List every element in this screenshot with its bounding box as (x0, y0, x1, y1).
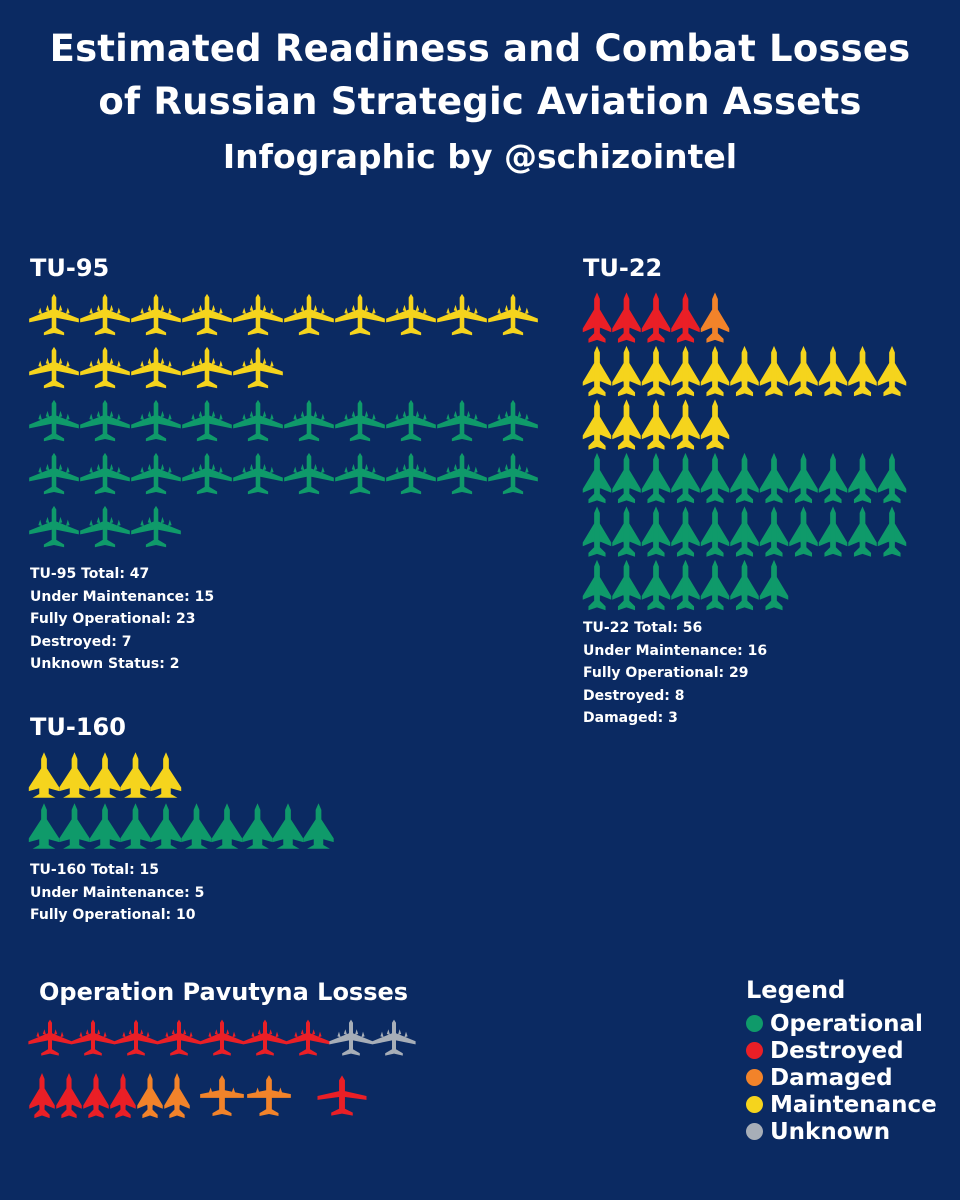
tu22-plane-operational-33 (612, 506, 641, 556)
tu160-stats (30, 859, 204, 927)
tu22-plane-maintenance-14 (848, 346, 877, 396)
tu22-plane-maintenance-9 (701, 346, 730, 396)
tu22-stat-operational: Fully Operational: 29 (583, 665, 749, 682)
tu95-plane-operational-33 (437, 453, 487, 494)
tu22-plane-grid (580, 290, 920, 610)
tu22-plane-operational-39 (789, 506, 818, 556)
tu95-plane-maintenance-8 (437, 294, 487, 335)
tu22-plane-maintenance-19 (671, 399, 700, 449)
tu22-plane-maintenance-10 (730, 346, 759, 396)
pavutyna-tu95-destroyed-0-6 (286, 1020, 329, 1056)
pavutyna-tu95-unknown-0-7 (329, 1020, 372, 1056)
legend (746, 976, 937, 1145)
tu95-plane-maintenance-1 (80, 294, 130, 335)
tu95-plane-operational-34 (488, 453, 538, 494)
tu160-stat-total: TU-160 Total: 15 (30, 862, 160, 878)
tu160-stat-operational: Fully Operational: 10 (30, 907, 196, 924)
legend-label-unknown: Unknown (770, 1118, 891, 1145)
tu95-plane-maintenance-0 (29, 294, 79, 335)
pavutyna-an12-damaged-1-7 (247, 1075, 291, 1116)
tu95-stat-total: TU-95 Total: 47 (30, 566, 150, 582)
tu95-plane-maintenance-14 (233, 347, 283, 388)
tu22-plane-operational-49 (760, 560, 789, 610)
tu22-plane-operational-42 (878, 506, 907, 556)
tu22-plane-operational-23 (642, 453, 671, 503)
tu22-plane-destroyed-0 (583, 292, 612, 342)
tu22-plane-maintenance-13 (819, 346, 848, 396)
tu160-title: TU-160 (30, 713, 126, 741)
tu22-plane-operational-40 (819, 506, 848, 556)
tu95-plane-operational-26 (80, 453, 130, 494)
pavutyna-tu95-destroyed-0-3 (157, 1020, 200, 1056)
tu22-plane-operational-24 (671, 453, 700, 503)
tu22-plane-operational-31 (878, 453, 907, 503)
tu22-plane-operational-22 (612, 453, 641, 503)
tu95-plane-maintenance-3 (182, 294, 232, 335)
tu95-plane-operational-19 (233, 400, 283, 441)
pavutyna-tu95-destroyed-0-5 (243, 1020, 286, 1056)
pavutyna-plane-grid (28, 1012, 428, 1127)
pavutyna-tu22-damaged-1-4 (137, 1073, 163, 1118)
tu95-plane-operational-20 (284, 400, 334, 441)
tu22-plane-operational-48 (730, 560, 759, 610)
legend-dot-damaged (746, 1069, 763, 1086)
tu95-stat-operational: Fully Operational: 23 (30, 611, 196, 628)
tu95-plane-maintenance-11 (80, 347, 130, 388)
tu22-plane-operational-41 (848, 506, 877, 556)
title-line-2: of Russian Strategic Aviation Assets (98, 80, 862, 123)
tu95-plane-operational-24 (488, 400, 538, 441)
tu22-stat-total: TU-22 Total: 56 (583, 620, 703, 636)
tu22-stats (583, 617, 767, 730)
tu160-plane-operational-10 (181, 803, 211, 849)
tu22-plane-operational-44 (612, 560, 641, 610)
title-line-1: Estimated Readiness and Combat Losses (49, 27, 911, 70)
tu95-plane-operational-32 (386, 453, 436, 494)
pavutyna-tu95-destroyed-0-1 (71, 1020, 114, 1056)
tu22-plane-destroyed-1 (612, 292, 641, 342)
tu95-plane-maintenance-4 (233, 294, 283, 335)
tu160-plane-operational-13 (273, 803, 303, 849)
tu22-plane-operational-35 (671, 506, 700, 556)
tu95-pictogram (28, 290, 548, 555)
tu22-plane-maintenance-12 (789, 346, 818, 396)
tu95-plane-operational-16 (80, 400, 130, 441)
tu22-plane-operational-27 (760, 453, 789, 503)
tu95-plane-operational-18 (182, 400, 232, 441)
tu160-plane-operational-9 (151, 803, 181, 849)
tu22-plane-operational-47 (701, 560, 730, 610)
tu95-plane-operational-29 (233, 453, 283, 494)
tu22-plane-operational-30 (848, 453, 877, 503)
tu95-plane-maintenance-13 (182, 347, 232, 388)
tu95-plane-maintenance-12 (131, 347, 181, 388)
tu22-plane-operational-45 (642, 560, 671, 610)
tu22-plane-maintenance-6 (612, 346, 641, 396)
tu22-plane-maintenance-7 (642, 346, 671, 396)
tu160-plane-operational-12 (242, 803, 272, 849)
legend-dot-maintenance (746, 1096, 763, 1113)
tu160-plane-maintenance-2 (90, 752, 120, 798)
tu22-plane-maintenance-18 (642, 399, 671, 449)
tu95-stat-maintenance: Under Maintenance: 15 (30, 588, 215, 605)
subtitle: Infographic by @schizointel (222, 137, 738, 176)
tu22-plane-operational-25 (701, 453, 730, 503)
legend-label-destroyed: Destroyed (770, 1037, 904, 1064)
tu22-plane-operational-38 (760, 506, 789, 556)
legend-item-damaged (746, 1064, 937, 1091)
tu160-plane-maintenance-0 (29, 752, 59, 798)
tu95-plane-operational-28 (182, 453, 232, 494)
legend-label-maintenance: Maintenance (770, 1091, 937, 1118)
legend-dot-destroyed (746, 1042, 763, 1059)
tu95-plane-operational-31 (335, 453, 385, 494)
tu22-plane-operational-36 (701, 506, 730, 556)
tu95-plane-operational-22 (386, 400, 436, 441)
tu95-plane-operational-17 (131, 400, 181, 441)
tu22-stat-destroyed: Destroyed: 8 (583, 687, 685, 704)
tu22-plane-destroyed-2 (642, 292, 671, 342)
tu160-plane-operational-5 (29, 803, 59, 849)
tu95-plane-maintenance-2 (131, 294, 181, 335)
tu95-plane-maintenance-10 (29, 347, 79, 388)
pavutyna-tu95-destroyed-0-0 (28, 1020, 71, 1056)
tu22-plane-damaged-4 (701, 292, 730, 342)
pavutyna-an12-damaged-1-6 (200, 1075, 244, 1116)
tu160-plane-operational-8 (120, 803, 150, 849)
tu22-plane-operational-32 (583, 506, 612, 556)
tu160-plane-operational-6 (59, 803, 89, 849)
tu22-plane-operational-26 (730, 453, 759, 503)
tu95-stat-destroyed: Destroyed: 7 (30, 633, 132, 650)
pavutyna-pictogram (28, 1012, 428, 1127)
pavutyna-tu22-destroyed-1-3 (110, 1073, 136, 1118)
tu22-plane-maintenance-11 (760, 346, 789, 396)
tu160-plane-maintenance-1 (59, 752, 89, 798)
tu95-title: TU-95 (30, 254, 110, 282)
tu160-stat-maintenance: Under Maintenance: 5 (30, 884, 205, 901)
tu22-title: TU-22 (583, 254, 663, 282)
tu95-stats (30, 563, 214, 676)
pavutyna-tu22-destroyed-1-2 (83, 1073, 109, 1118)
tu95-plane-operational-21 (335, 400, 385, 441)
legend-item-unknown (746, 1118, 937, 1145)
tu22-plane-maintenance-8 (671, 346, 700, 396)
tu22-plane-destroyed-3 (671, 292, 700, 342)
tu22-stat-maintenance: Under Maintenance: 16 (583, 642, 768, 659)
tu95-plane-maintenance-9 (488, 294, 538, 335)
legend-item-operational (746, 1010, 937, 1037)
tu22-plane-operational-43 (583, 560, 612, 610)
tu22-stat-damaged: Damaged: 3 (583, 710, 678, 727)
pavutyna-tu22-destroyed-1-1 (56, 1073, 82, 1118)
tu22-plane-operational-34 (642, 506, 671, 556)
tu22-plane-operational-29 (819, 453, 848, 503)
tu95-plane-operational-30 (284, 453, 334, 494)
legend-dot-operational (746, 1015, 763, 1032)
legend-label-operational: Operational (770, 1010, 923, 1037)
pavutyna-a50-destroyed-1-8 (318, 1075, 367, 1115)
tu22-plane-operational-21 (583, 453, 612, 503)
tu95-plane-grid (28, 290, 548, 555)
tu160-plane-operational-14 (303, 803, 333, 849)
tu95-plane-operational-25 (29, 453, 79, 494)
tu160-plane-grid (28, 750, 348, 855)
legend-title: Legend (746, 976, 846, 1004)
tu95-plane-operational-15 (29, 400, 79, 441)
tu22-plane-maintenance-17 (612, 399, 641, 449)
tu95-plane-operational-27 (131, 453, 181, 494)
pavutyna-tu22-destroyed-1-0 (29, 1073, 55, 1118)
tu95-plane-maintenance-5 (284, 294, 334, 335)
tu95-plane-operational-36 (80, 506, 130, 547)
tu95-plane-maintenance-6 (335, 294, 385, 335)
tu95-plane-maintenance-7 (386, 294, 436, 335)
tu95-plane-operational-35 (29, 506, 79, 547)
pavutyna-tu22-damaged-1-5 (164, 1073, 190, 1118)
tu22-plane-maintenance-15 (878, 346, 907, 396)
tu95-plane-operational-37 (131, 506, 181, 547)
pavutyna-tu95-destroyed-0-2 (114, 1020, 157, 1056)
pavutyna-tu95-destroyed-0-4 (200, 1020, 243, 1056)
legend-item-maintenance (746, 1091, 937, 1118)
tu160-pictogram (28, 750, 348, 855)
legend-label-damaged: Damaged (770, 1064, 893, 1091)
tu22-plane-maintenance-16 (583, 399, 612, 449)
tu160-plane-operational-11 (212, 803, 242, 849)
tu22-plane-operational-46 (671, 560, 700, 610)
pavutyna-title: Operation Pavutyna Losses (39, 978, 409, 1006)
tu95-stat-unknown: Unknown Status: 2 (30, 656, 180, 673)
tu22-plane-maintenance-5 (583, 346, 612, 396)
tu160-plane-operational-7 (90, 803, 120, 849)
tu95-plane-operational-23 (437, 400, 487, 441)
legend-item-destroyed (746, 1037, 937, 1064)
tu160-plane-maintenance-4 (151, 752, 181, 798)
tu22-plane-operational-28 (789, 453, 818, 503)
title-block (0, 22, 960, 182)
legend-dot-unknown (746, 1123, 763, 1140)
tu22-plane-operational-37 (730, 506, 759, 556)
tu22-plane-maintenance-20 (701, 399, 730, 449)
tu160-plane-maintenance-3 (120, 752, 150, 798)
tu22-pictogram (580, 290, 920, 610)
pavutyna-tu95-unknown-0-8 (372, 1020, 415, 1056)
